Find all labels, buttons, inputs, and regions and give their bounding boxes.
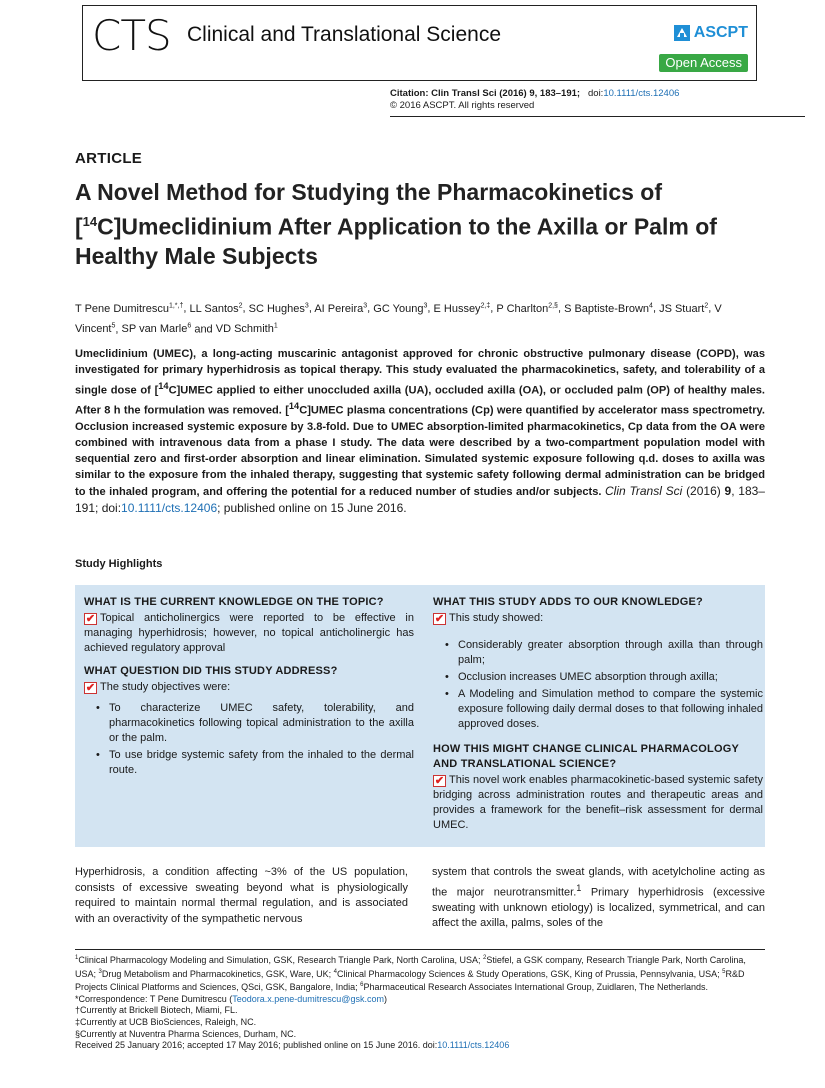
author-name: AI Pereira [314,302,364,315]
author-name: JS Stuart [659,302,705,315]
correspondence-email-link[interactable]: Teodora.x.pene-dumitrescu@gsk.com [232,993,384,1004]
author [122,323,192,335]
abstract-sup-1: 14 [158,380,169,391]
affiliation-text: Drug Metabolism and Pharmacokinetics, GSK, Ware, UK; [101,968,334,979]
journal-header [82,5,757,81]
author-affiliation: 3 [423,302,428,309]
article-type-label: ARTICLE [75,150,143,167]
abstract-journal: Clin Transl Sci [605,483,683,498]
author-name: SP van Marle [121,323,188,336]
publisher-name: ASCPT [693,24,748,41]
received-line [75,1040,765,1052]
affiliation-number: 4 [333,968,337,975]
highlight-q2-text: The study objectives were: [100,681,231,693]
author-list: T Pene Dumitrescu$^{1,*,\dagger}$, LL Santos$^2$, SC Hughes$^3$, AI Pereira$^3$, GC Young$^3$, E Hussey$^{2,\ddagger}$, P Charlton$^{2,\S}$, S Baptiste-Brown$^4$, JS Stuart$^2$, V Vincent$^5$, SP van Marle$^6$ and VD Schmith$^1$ [75,302,722,336]
list-item: • A Modeling and Simulation method to compare the systemic exposure following daily dermal doses to that following inhaled approved doses. [433,687,763,732]
author-name: LL Santos [189,302,239,315]
author-name: S Baptiste-Brown [564,302,650,315]
affiliations [75,953,765,994]
highlight-text-change [433,773,763,833]
abstract [75,347,765,517]
article-title [75,178,765,271]
author [216,323,278,335]
citation-divider [390,116,805,117]
affiliation-number: 3 [98,968,102,975]
open-access-badge: Open Access [659,54,748,72]
list-item: • To use bridge systemic safety from the inhaled to the dermal route. [84,748,414,778]
body-right-a: system that controls the sweat glands, with acetylcholine acting as the major neurotransmitter. [432,866,765,899]
author-affiliation: 2,§ [548,302,558,309]
received-doi-link[interactable]: 10.1111/cts.12406 [437,1040,510,1051]
author [496,303,558,315]
affiliation-text: Pharmaceutical Research Associates International Group, Zuidlaren, The Netherlands. [363,982,709,993]
received-text: Received 25 January 2016; accepted 17 May 2016; published online on 15 June 2016. doi: [75,1040,438,1051]
highlight-text-current-knowledge [84,611,414,656]
author-name: GC Young [373,302,424,315]
author [564,303,653,315]
ascpt-icon [674,25,690,41]
objectives-list [84,701,414,778]
list-item: • To characterize UMEC safety, tolerability, and pharmacokinetics following topical administration to the axilla or the palm. [84,701,414,746]
correspondence [75,994,765,1006]
author-affiliation: 4 [649,302,653,309]
abstract-tail: ; published online on 15 June 2016. [217,500,407,515]
highlight-q3-text: This study showed: [449,612,544,624]
abstract-volume: 9 [724,483,732,498]
affiliation-text: Stiefel, a GSK company, Research Triangle Park, North Carolina, USA; [75,955,746,979]
highlight-q4-text: This novel work enables pharmacokinetic-based systemic safety bridging across administration routes and therapeutic areas and provides a framework for the benefit–risk assessment for dermal UMEC. [433,774,763,831]
footnote-double-dagger: ‡Currently at UCB BioSciences, Raleigh, NC. [75,1016,257,1027]
author-name: E Hussey [433,302,481,315]
footnote-section: §Currently at Nuventra Pharma Sciences, Durham, NC. [75,1028,297,1039]
affiliation-text: R&D Projects Clinical Platforms and Sciences, QSci, GSK, Bangalore, India; [75,968,745,993]
author-name: SC Hughes [248,302,305,315]
highlight-text-question [84,680,414,695]
findings-list [433,638,763,732]
author [659,303,708,315]
author-affiliation: 3 [304,302,309,309]
author [75,303,183,315]
author-affiliation: 5 [111,322,116,330]
checkmark-icon: ✔ [434,613,445,625]
list-item: • Considerably greater absorption through axilla than through palm; [433,638,763,668]
highlight-text-adds [433,611,763,626]
affiliation-number: 6 [360,982,364,989]
checkmark-icon: ✔ [434,775,445,787]
highlight-heading-current-knowledge: WHAT IS THE CURRENT KNOWLEDGE ON THE TOPIC? [84,596,384,608]
study-highlights-box [75,585,765,847]
author [314,303,367,315]
journal-title: Clinical and Translational Science [187,23,502,46]
affiliation-text: Clinical Pharmacology Modeling and Simulation, GSK, Research Triangle Park, North Carolina, USA; [78,955,484,965]
citation-doi-link[interactable]: 10.1111/cts.12406 [603,88,680,99]
footnote-dagger: †Currently at Brickell Biotech, Miami, FL. [75,1005,238,1016]
body-right-b: Primary hyperhidrosis (excessive sweating with unknown etiology) is localized, symmetrical, and can affect the axilla, palms, soles of the [432,886,766,930]
journal-logo: CTS [92,11,171,60]
study-highlights-label: Study Highlights [75,558,163,570]
citation-doi-prefix: doi: [588,88,604,99]
publisher-logo [674,24,748,42]
affiliation-text: Clinical Pharmacology Sciences & Study Operations, GSK, King of Prussia, Pennsylvania, USA; [336,968,723,979]
abstract-pages: , 183–191; doi: [75,483,765,515]
author-affiliation: 3 [363,302,368,309]
author-name: VD Schmith [215,323,274,336]
checkmark-icon: ✔ [85,613,96,625]
highlight-q1-text: Topical anticholinergics were reported to be effective in managing hyperhidrosis; however, no topical anticholinergic has achieved regulatory approval [84,612,414,654]
correspondence-label: *Correspondence: T Pene Dumitrescu ( [75,993,233,1004]
highlights-left-column [84,595,414,780]
author-name: V Vincent [75,302,722,336]
footnotes [75,953,765,1052]
author-affiliation: 1,*,† [168,302,184,309]
body-right-sup: 1 [576,882,582,893]
highlights-right-column [433,595,763,833]
correspondence-end: ) [383,993,387,1004]
affiliation-number: 5 [722,968,726,975]
author-affiliation: 6 [187,322,192,330]
footnote-divider [75,949,765,950]
highlight-heading-change: HOW THIS MIGHT CHANGE CLINICAL PHARMACOLOGY AND TRANSLATIONAL SCIENCE? [433,743,739,770]
title-superscript: 14 [82,214,98,229]
affiliation-number: 1 [75,955,79,961]
author [189,303,242,315]
affiliation-number: 2 [483,955,487,961]
author [373,303,427,315]
citation-block [390,88,679,112]
checkmark-icon: ✔ [85,682,96,694]
author-name: P Charlton [496,302,549,315]
list-item: • Occlusion increases UMEC absorption through axilla; [433,670,763,685]
author-name: T Pene Dumitrescu [75,302,169,315]
copyright: © 2016 ASCPT. All rights reserved [390,100,535,111]
author-affiliation: 2 [704,302,709,309]
abstract-text-c: C]UMEC plasma concentrations (Cp) were quantified by accelerator mass spectrometry. Occlusion increased systemic exposure by 3.8-fold. Due to UMEC absorption-limited pharmacokinetics, Cp data from the OA were combined with intravenous data from a phase I study. The data were described by a two-compartment population model with sequential zero and first-order absorption and linear elimination. Simulated systemic exposure following q.d. doses to axilla was similar to the exposure from the inhaled therapy, suggesting that systemic safety following dermal administration can be bridged to the inhaled program, and offering the potential for a reduced number of studies and/or subjects. [75,405,765,498]
author-affiliation: 2,‡ [480,302,491,309]
body-column-left: Hyperhidrosis, a condition affecting ~3% of the US population, consists of excessive sweating beyond what is physiologically required to maintain normal thermal regulation, and is associated with an overactivity of the sympathetic nervous [75,866,408,925]
author [249,303,309,315]
abstract-text-b: C]UMEC applied to either unoccluded axilla (UA), occluded axilla (OA), or occluded palm (OP) of healthy males. After 8 h the formulation was removed. [ [75,384,765,418]
author-affiliation: 1 [273,322,278,330]
abstract-year: (2016) [682,483,725,498]
highlight-heading-adds: WHAT THIS STUDY ADDS TO OUR KNOWLEDGE? [433,596,703,608]
citation-label: Citation: Clin Transl Sci (2016) 9, 183–191; [390,88,581,99]
highlight-heading-question: WHAT QUESTION DID THIS STUDY ADDRESS? [84,665,338,677]
title-part-1: A Novel Method for Studying the Pharmacokinetics of [ [75,179,662,240]
abstract-doi-link[interactable]: 10.1111/cts.12406 [121,500,218,515]
body-column-right [432,865,765,932]
abstract-text-a: Umeclidinium (UMEC), a long-acting muscarinic antagonist approved for chronic obstructive pulmonary disease (COPD), was investigated for primary hyperhidrosis as topical therapy. This study evaluated the pharmacokinetics, safety, and tolerability of a single dose of [ [75,348,765,397]
author [433,303,490,315]
author-affiliation: 2 [238,302,243,309]
abstract-sup-2: 14 [288,401,300,412]
title-part-2: C]Umeclidinium After Application to the Axilla or Palm of Healthy Male Subjects [75,213,717,269]
